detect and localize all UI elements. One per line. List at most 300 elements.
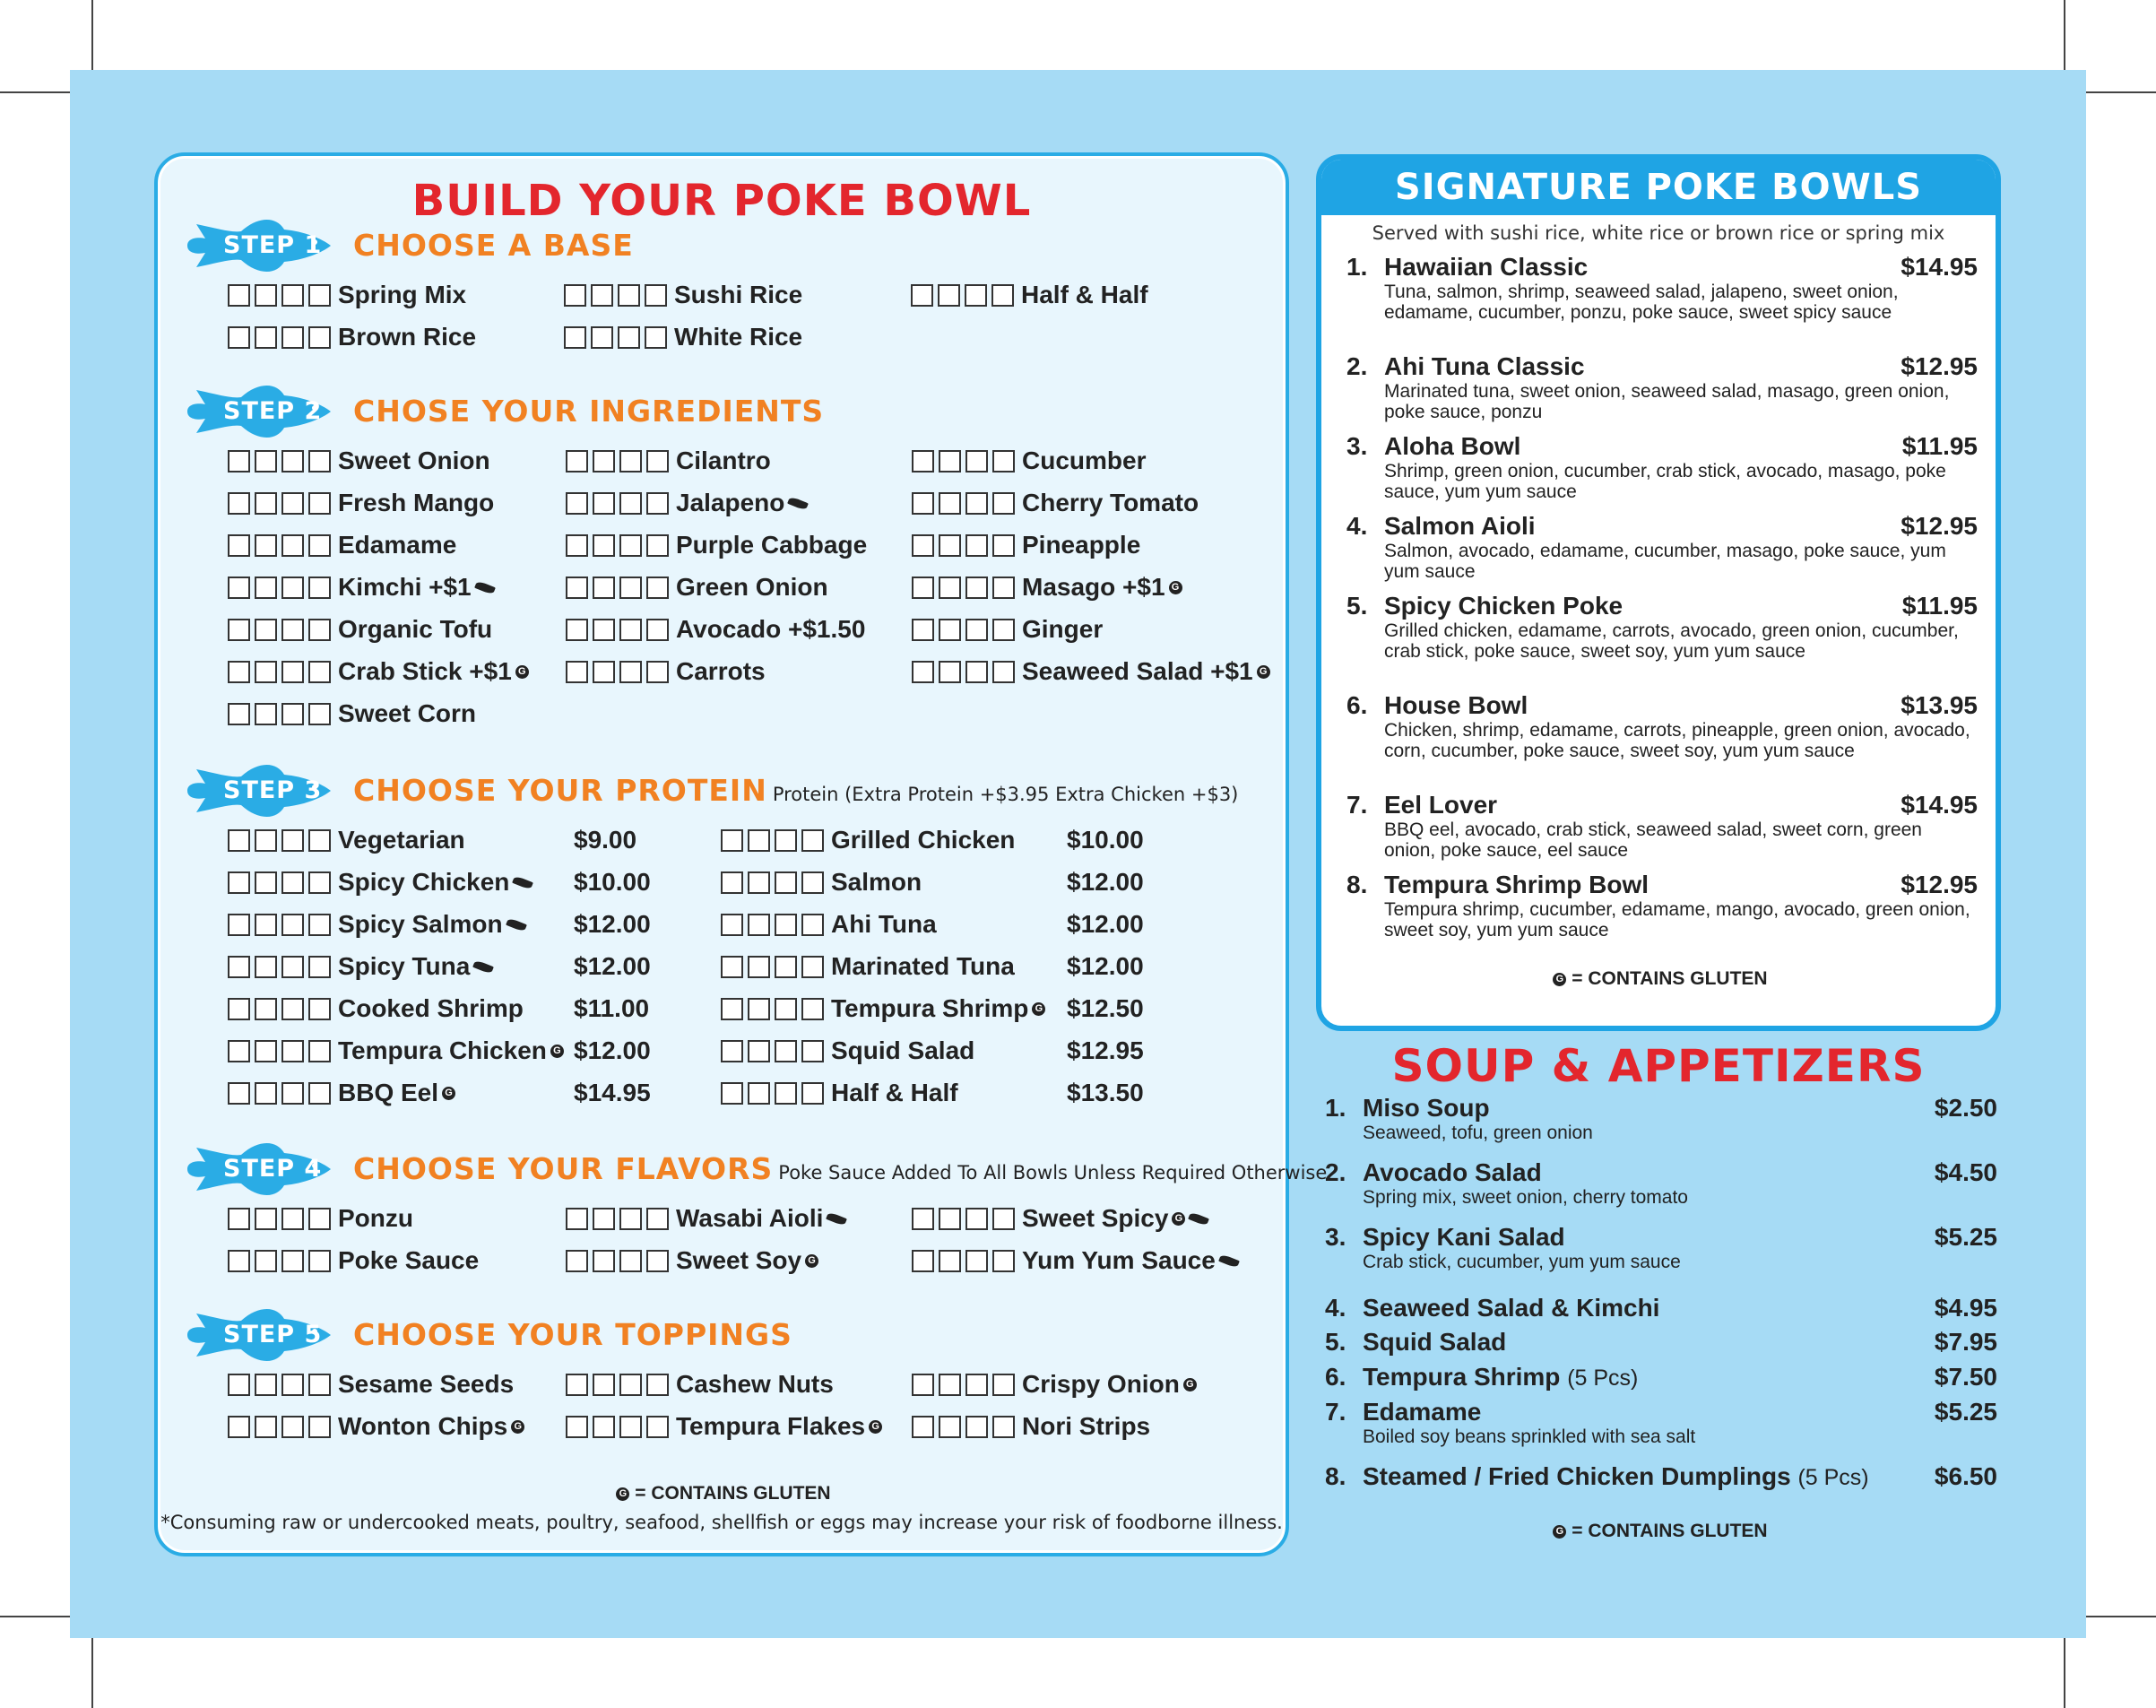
checkbox[interactable] — [721, 871, 743, 894]
option-item[interactable] — [228, 994, 524, 1023]
checkbox[interactable] — [775, 956, 797, 978]
checkbox[interactable] — [801, 998, 824, 1020]
checkbox[interactable] — [308, 871, 331, 894]
checkbox[interactable] — [308, 492, 331, 515]
checkbox[interactable] — [965, 619, 988, 641]
option-item[interactable] — [228, 615, 492, 644]
item-price: $7.50 — [1934, 1363, 1997, 1391]
step-badge — [178, 757, 340, 825]
crop-mark — [0, 91, 70, 93]
checkbox[interactable] — [255, 914, 277, 936]
option-item[interactable] — [912, 1370, 1197, 1399]
option-item[interactable] — [566, 531, 867, 559]
crop-mark — [91, 0, 93, 70]
checkbox[interactable] — [255, 1208, 277, 1230]
option-item[interactable] — [912, 1412, 1150, 1441]
checkbox[interactable] — [255, 450, 277, 473]
item-price: $11.95 — [1901, 592, 1978, 620]
checkbox[interactable] — [308, 1040, 331, 1062]
checkbox[interactable] — [566, 1416, 588, 1438]
option-label: Vegetarian — [338, 826, 465, 854]
option-item[interactable] — [566, 573, 828, 602]
checkbox[interactable] — [281, 1208, 304, 1230]
checkbox[interactable] — [255, 326, 277, 349]
option-item[interactable] — [228, 657, 529, 686]
checkbox[interactable] — [281, 914, 304, 936]
checkbox[interactable] — [748, 998, 770, 1020]
checkbox[interactable] — [228, 450, 250, 473]
option-item[interactable] — [228, 1370, 514, 1399]
option-item[interactable] — [721, 994, 1045, 1023]
checkbox[interactable] — [646, 577, 669, 599]
gluten-mark-icon: G — [1257, 665, 1270, 679]
option-label: Masago +$1 — [1022, 573, 1165, 601]
checkbox[interactable] — [593, 1208, 615, 1230]
checkbox[interactable] — [228, 1416, 250, 1438]
checkbox[interactable] — [645, 326, 667, 349]
checkbox[interactable] — [619, 619, 642, 641]
option-item[interactable] — [228, 1036, 564, 1065]
checkbox[interactable] — [912, 1416, 934, 1438]
checkbox[interactable] — [646, 450, 669, 473]
pepper-icon — [506, 917, 527, 932]
crop-mark — [2086, 1616, 2156, 1617]
checkbox[interactable] — [281, 326, 304, 349]
option-item[interactable] — [912, 489, 1199, 517]
checkbox[interactable] — [593, 619, 615, 641]
option-item[interactable] — [228, 489, 494, 517]
checkbox[interactable] — [619, 450, 642, 473]
checkbox[interactable] — [939, 577, 961, 599]
checkbox[interactable] — [593, 661, 615, 683]
checkbox[interactable] — [965, 450, 988, 473]
checkbox[interactable] — [619, 1416, 642, 1438]
checkbox[interactable] — [281, 284, 304, 307]
option-price: $12.00 — [1067, 910, 1144, 938]
checkbox[interactable] — [748, 1082, 770, 1105]
option-item[interactable] — [228, 531, 456, 559]
option-item[interactable] — [721, 868, 922, 897]
checkbox[interactable] — [775, 998, 797, 1020]
build-panel — [154, 152, 1328, 1556]
checkbox[interactable] — [255, 1374, 277, 1396]
checkbox[interactable] — [965, 1250, 988, 1272]
checkbox[interactable] — [646, 1416, 669, 1438]
checkbox[interactable] — [645, 284, 667, 307]
checkbox[interactable] — [255, 534, 277, 557]
checkbox[interactable] — [965, 1208, 988, 1230]
checkbox[interactable] — [255, 1250, 277, 1272]
checkbox-group — [566, 661, 669, 683]
checkbox[interactable] — [646, 1208, 669, 1230]
checkbox[interactable] — [646, 534, 669, 557]
crop-mark — [0, 1616, 70, 1617]
checkbox[interactable] — [619, 577, 642, 599]
option-price: $12.00 — [1067, 952, 1144, 980]
item-description: Marinated tuna, sweet onion, seaweed salad, masago, green onion, poke sauce, ponzu — [1384, 381, 1950, 422]
checkbox-group — [566, 492, 669, 515]
checkbox[interactable] — [308, 1082, 331, 1105]
checkbox[interactable] — [992, 1208, 1015, 1230]
checkbox[interactable] — [308, 998, 331, 1020]
checkbox[interactable] — [308, 577, 331, 599]
checkbox[interactable] — [646, 661, 669, 683]
checkbox[interactable] — [228, 703, 250, 725]
checkbox[interactable] — [566, 1250, 588, 1272]
checkbox[interactable] — [281, 492, 304, 515]
checkbox[interactable] — [281, 619, 304, 641]
checkbox-group — [721, 998, 824, 1020]
checkbox[interactable] — [965, 1416, 988, 1438]
item-number: 6. — [1325, 1363, 1346, 1391]
checkbox[interactable] — [992, 661, 1015, 683]
checkbox[interactable] — [566, 492, 588, 515]
checkbox[interactable] — [775, 1082, 797, 1105]
checkbox-group — [228, 829, 331, 852]
option-label: Tempura Shrimp — [831, 994, 1029, 1022]
checkbox[interactable] — [228, 1250, 250, 1272]
checkbox[interactable] — [939, 1208, 961, 1230]
checkbox[interactable] — [228, 534, 250, 557]
option-item[interactable] — [228, 1412, 524, 1441]
checkbox[interactable] — [566, 619, 588, 641]
checkbox[interactable] — [308, 534, 331, 557]
checkbox[interactable] — [912, 450, 934, 473]
checkbox[interactable] — [566, 450, 588, 473]
checkbox[interactable] — [775, 829, 797, 852]
checkbox[interactable] — [255, 492, 277, 515]
checkbox[interactable] — [939, 661, 961, 683]
checkbox[interactable] — [281, 534, 304, 557]
checkbox[interactable] — [619, 492, 642, 515]
checkbox[interactable] — [912, 661, 934, 683]
option-item[interactable] — [912, 615, 1103, 644]
option-item[interactable] — [228, 699, 476, 728]
checkbox[interactable] — [566, 661, 588, 683]
option-item[interactable] — [228, 1204, 413, 1233]
checkbox[interactable] — [228, 326, 250, 349]
checkbox[interactable] — [801, 956, 824, 978]
checkbox[interactable] — [308, 284, 331, 307]
option-item[interactable] — [566, 1412, 882, 1441]
option-item[interactable] — [566, 447, 771, 475]
option-item[interactable] — [566, 657, 766, 686]
checkbox[interactable] — [939, 1250, 961, 1272]
checkbox[interactable] — [992, 619, 1015, 641]
checkbox[interactable] — [593, 534, 615, 557]
checkbox[interactable] — [255, 998, 277, 1020]
checkbox[interactable] — [801, 829, 824, 852]
checkbox[interactable] — [281, 1082, 304, 1105]
checkbox[interactable] — [593, 577, 615, 599]
option-item[interactable] — [912, 1204, 1208, 1233]
checkbox[interactable] — [991, 284, 1014, 307]
checkbox[interactable] — [591, 284, 613, 307]
item-price: $7.95 — [1934, 1328, 1997, 1356]
checkbox[interactable] — [255, 619, 277, 641]
checkbox[interactable] — [281, 998, 304, 1020]
checkbox[interactable] — [281, 1374, 304, 1396]
signature-item — [1346, 791, 1978, 861]
checkbox[interactable] — [646, 619, 669, 641]
checkbox[interactable] — [564, 326, 586, 349]
checkbox[interactable] — [965, 661, 988, 683]
checkbox[interactable] — [992, 1374, 1015, 1396]
checkbox[interactable] — [308, 619, 331, 641]
checkbox[interactable] — [308, 956, 331, 978]
checkbox[interactable] — [255, 577, 277, 599]
option-item[interactable] — [912, 657, 1270, 686]
option-item[interactable] — [721, 1079, 958, 1107]
option-label: Yum Yum Sauce — [1022, 1246, 1216, 1274]
option-item[interactable] — [912, 573, 1182, 602]
checkbox[interactable] — [619, 534, 642, 557]
checkbox[interactable] — [646, 1374, 669, 1396]
checkbox[interactable] — [748, 956, 770, 978]
checkbox[interactable] — [646, 492, 669, 515]
option-item[interactable] — [228, 868, 533, 897]
checkbox[interactable] — [748, 829, 770, 852]
option-item[interactable] — [566, 489, 808, 517]
item-description: Chicken, shrimp, edamame, carrots, pineapple, green onion, avocado, corn, cucumber, poke sauce, sweet soy, yum yum sauce — [1384, 720, 1970, 761]
checkbox[interactable] — [912, 1208, 934, 1230]
checkbox[interactable] — [775, 914, 797, 936]
checkbox-group — [912, 534, 1015, 557]
crop-mark — [2064, 0, 2065, 70]
checkbox[interactable] — [619, 1250, 642, 1272]
checkbox[interactable] — [255, 661, 277, 683]
checkbox[interactable] — [591, 326, 613, 349]
checkbox[interactable] — [255, 1040, 277, 1062]
checkbox[interactable] — [228, 1040, 250, 1062]
checkbox[interactable] — [308, 1416, 331, 1438]
checkbox[interactable] — [748, 1040, 770, 1062]
checkbox[interactable] — [255, 829, 277, 852]
checkbox[interactable] — [748, 871, 770, 894]
checkbox[interactable] — [593, 450, 615, 473]
checkbox[interactable] — [593, 492, 615, 515]
item-name — [1363, 1223, 1935, 1252]
checkbox[interactable] — [228, 998, 250, 1020]
checkbox[interactable] — [228, 661, 250, 683]
checkbox[interactable] — [566, 1208, 588, 1230]
checkbox[interactable] — [619, 1374, 642, 1396]
appetizer-item — [1325, 1328, 1997, 1357]
checkbox[interactable] — [593, 1250, 615, 1272]
pepper-icon — [827, 1211, 848, 1227]
checkbox[interactable] — [255, 956, 277, 978]
option-item[interactable] — [228, 1079, 455, 1107]
signature-gluten-note — [1321, 968, 1996, 990]
option-item[interactable] — [228, 447, 490, 475]
checkbox[interactable] — [281, 1250, 304, 1272]
checkbox[interactable] — [228, 492, 250, 515]
option-item[interactable] — [566, 1204, 846, 1233]
checkbox[interactable] — [965, 492, 988, 515]
checkbox[interactable] — [721, 914, 743, 936]
checkbox-group — [912, 577, 1015, 599]
option-item[interactable] — [721, 910, 937, 939]
checkbox[interactable] — [618, 284, 640, 307]
checkbox[interactable] — [992, 492, 1015, 515]
option-item[interactable] — [228, 323, 476, 351]
option-label: Cooked Shrimp — [338, 994, 524, 1022]
option-label: Sweet Spicy — [1022, 1204, 1169, 1232]
checkbox[interactable] — [228, 871, 250, 894]
checkbox[interactable] — [255, 703, 277, 725]
checkbox[interactable] — [593, 1416, 615, 1438]
checkbox[interactable] — [281, 956, 304, 978]
checkbox[interactable] — [228, 577, 250, 599]
checkbox[interactable] — [912, 1374, 934, 1396]
checkbox[interactable] — [912, 577, 934, 599]
checkbox[interactable] — [564, 284, 586, 307]
checkbox[interactable] — [801, 914, 824, 936]
checkbox[interactable] — [308, 326, 331, 349]
checkbox[interactable] — [992, 1416, 1015, 1438]
checkbox[interactable] — [228, 619, 250, 641]
option-item[interactable] — [228, 826, 465, 854]
option-item[interactable] — [912, 447, 1146, 475]
checkbox[interactable] — [939, 1374, 961, 1396]
checkbox[interactable] — [228, 284, 250, 307]
checkbox[interactable] — [281, 1416, 304, 1438]
option-item[interactable] — [911, 281, 1148, 309]
item-description: Spring mix, sweet onion, cherry tomato — [1363, 1187, 1688, 1208]
checkbox[interactable] — [939, 492, 961, 515]
signature-item — [1346, 691, 1978, 761]
checkbox[interactable] — [721, 956, 743, 978]
checkbox[interactable] — [775, 1040, 797, 1062]
checkbox[interactable] — [255, 1416, 277, 1438]
checkbox[interactable] — [281, 450, 304, 473]
checkbox[interactable] — [566, 1374, 588, 1396]
checkbox[interactable] — [992, 1250, 1015, 1272]
checkbox[interactable] — [566, 577, 588, 599]
checkbox[interactable] — [228, 829, 250, 852]
option-item[interactable] — [721, 952, 1015, 981]
checkbox[interactable] — [938, 284, 960, 307]
checkbox[interactable] — [281, 661, 304, 683]
checkbox[interactable] — [646, 1250, 669, 1272]
option-item[interactable] — [564, 323, 802, 351]
checkbox[interactable] — [939, 534, 961, 557]
option-item[interactable] — [912, 531, 1140, 559]
option-item[interactable] — [228, 910, 526, 939]
item-name — [1363, 1328, 1935, 1357]
checkbox[interactable] — [281, 1040, 304, 1062]
checkbox[interactable] — [228, 914, 250, 936]
checkbox[interactable] — [911, 284, 933, 307]
checkbox[interactable] — [992, 450, 1015, 473]
checkbox[interactable] — [992, 534, 1015, 557]
checkbox[interactable] — [619, 661, 642, 683]
checkbox[interactable] — [308, 450, 331, 473]
item-description: BBQ eel, avocado, crab stick, seaweed salad, sweet corn, green onion, poke sauce, eel sauce — [1384, 819, 1922, 861]
step-badge-label: STEP 3 — [223, 776, 323, 804]
checkbox[interactable] — [775, 871, 797, 894]
checkbox-group — [564, 326, 667, 349]
checkbox[interactable] — [965, 1374, 988, 1396]
checkbox[interactable] — [281, 829, 304, 852]
option-item[interactable] — [912, 1246, 1239, 1275]
checkbox[interactable] — [801, 1082, 824, 1105]
checkbox[interactable] — [721, 1082, 743, 1105]
checkbox[interactable] — [281, 703, 304, 725]
option-item[interactable] — [564, 281, 802, 309]
checkbox[interactable] — [593, 1374, 615, 1396]
option-item[interactable] — [566, 615, 865, 644]
checkbox[interactable] — [619, 1208, 642, 1230]
checkbox[interactable] — [308, 703, 331, 725]
checkbox[interactable] — [308, 661, 331, 683]
option-item[interactable] — [566, 1246, 818, 1275]
checkbox[interactable] — [281, 577, 304, 599]
option-label: Half & Half — [831, 1079, 958, 1106]
checkbox[interactable] — [801, 871, 824, 894]
checkbox[interactable] — [965, 284, 987, 307]
step-badge — [178, 377, 340, 446]
option-label: Poke Sauce — [338, 1246, 480, 1274]
checkbox[interactable] — [912, 1250, 934, 1272]
checkbox[interactable] — [912, 619, 934, 641]
checkbox[interactable] — [228, 1082, 250, 1105]
checkbox[interactable] — [965, 534, 988, 557]
checkbox-group — [564, 284, 667, 307]
checkbox[interactable] — [228, 1208, 250, 1230]
checkbox[interactable] — [618, 326, 640, 349]
checkbox[interactable] — [255, 871, 277, 894]
checkbox[interactable] — [721, 1040, 743, 1062]
checkbox[interactable] — [308, 829, 331, 852]
checkbox[interactable] — [801, 1040, 824, 1062]
option-label: Tempura Chicken — [338, 1036, 547, 1064]
option-price: $12.00 — [574, 952, 651, 980]
checkbox[interactable] — [228, 956, 250, 978]
checkbox[interactable] — [721, 829, 743, 852]
checkbox[interactable] — [748, 914, 770, 936]
option-label: Organic Tofu — [338, 615, 493, 643]
option-item[interactable] — [566, 1370, 834, 1399]
checkbox[interactable] — [308, 914, 331, 936]
option-item[interactable] — [721, 1036, 974, 1065]
option-item[interactable] — [228, 1246, 479, 1275]
checkbox[interactable] — [308, 1374, 331, 1396]
checkbox[interactable] — [939, 450, 961, 473]
option-item[interactable] — [228, 281, 466, 309]
checkbox[interactable] — [992, 577, 1015, 599]
option-label: Cherry Tomato — [1022, 489, 1199, 516]
option-item[interactable] — [721, 826, 1015, 854]
checkbox[interactable] — [308, 1208, 331, 1230]
checkbox[interactable] — [281, 871, 304, 894]
checkbox[interactable] — [255, 1082, 277, 1105]
option-item[interactable] — [228, 952, 493, 981]
option-label: Sweet Corn — [338, 699, 477, 727]
checkbox[interactable] — [308, 1250, 331, 1272]
item-portion: (5 Pcs) — [1797, 1465, 1869, 1490]
checkbox[interactable] — [912, 492, 934, 515]
option-item[interactable] — [228, 573, 495, 602]
checkbox[interactable] — [939, 1416, 961, 1438]
checkbox[interactable] — [965, 577, 988, 599]
checkbox[interactable] — [912, 534, 934, 557]
checkbox[interactable] — [566, 534, 588, 557]
checkbox[interactable] — [228, 1374, 250, 1396]
checkbox[interactable] — [255, 284, 277, 307]
checkbox[interactable] — [721, 998, 743, 1020]
checkbox[interactable] — [939, 619, 961, 641]
